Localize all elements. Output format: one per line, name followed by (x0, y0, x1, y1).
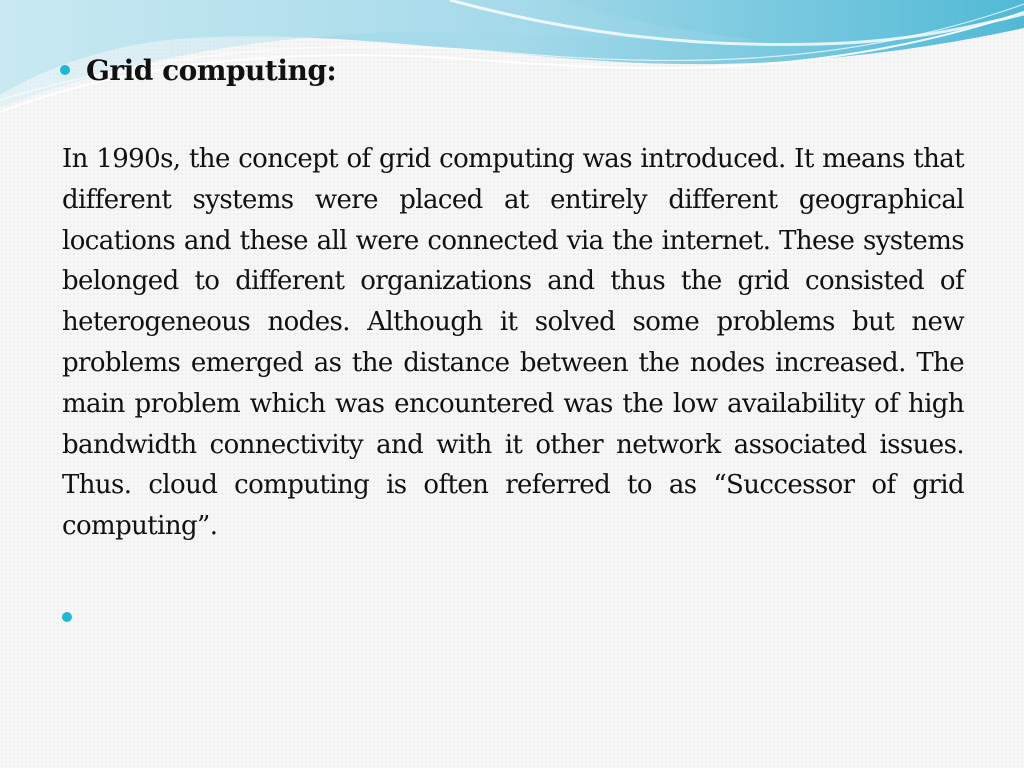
empty-bullet-icon (62, 612, 72, 622)
slide-title: Grid computing: (86, 53, 337, 87)
body-paragraph: In 1990s, the concept of grid computing was introduced. It means that different systems were placed at entirely different geographical locations and these all were connected via the internet. These systems belonged to different organizations and thus the grid consisted of heterogeneous nodes. Although it solved some problems but new problems emerged as the distance between the nodes increased. The main problem which was encountered was the low availability of high bandwidth connectivity and with it other network associated issues. Thus. cloud computing is often referred to as “Successor of grid computing”. (62, 144, 964, 542)
bullet-icon (60, 65, 70, 75)
title-row (60, 50, 336, 90)
